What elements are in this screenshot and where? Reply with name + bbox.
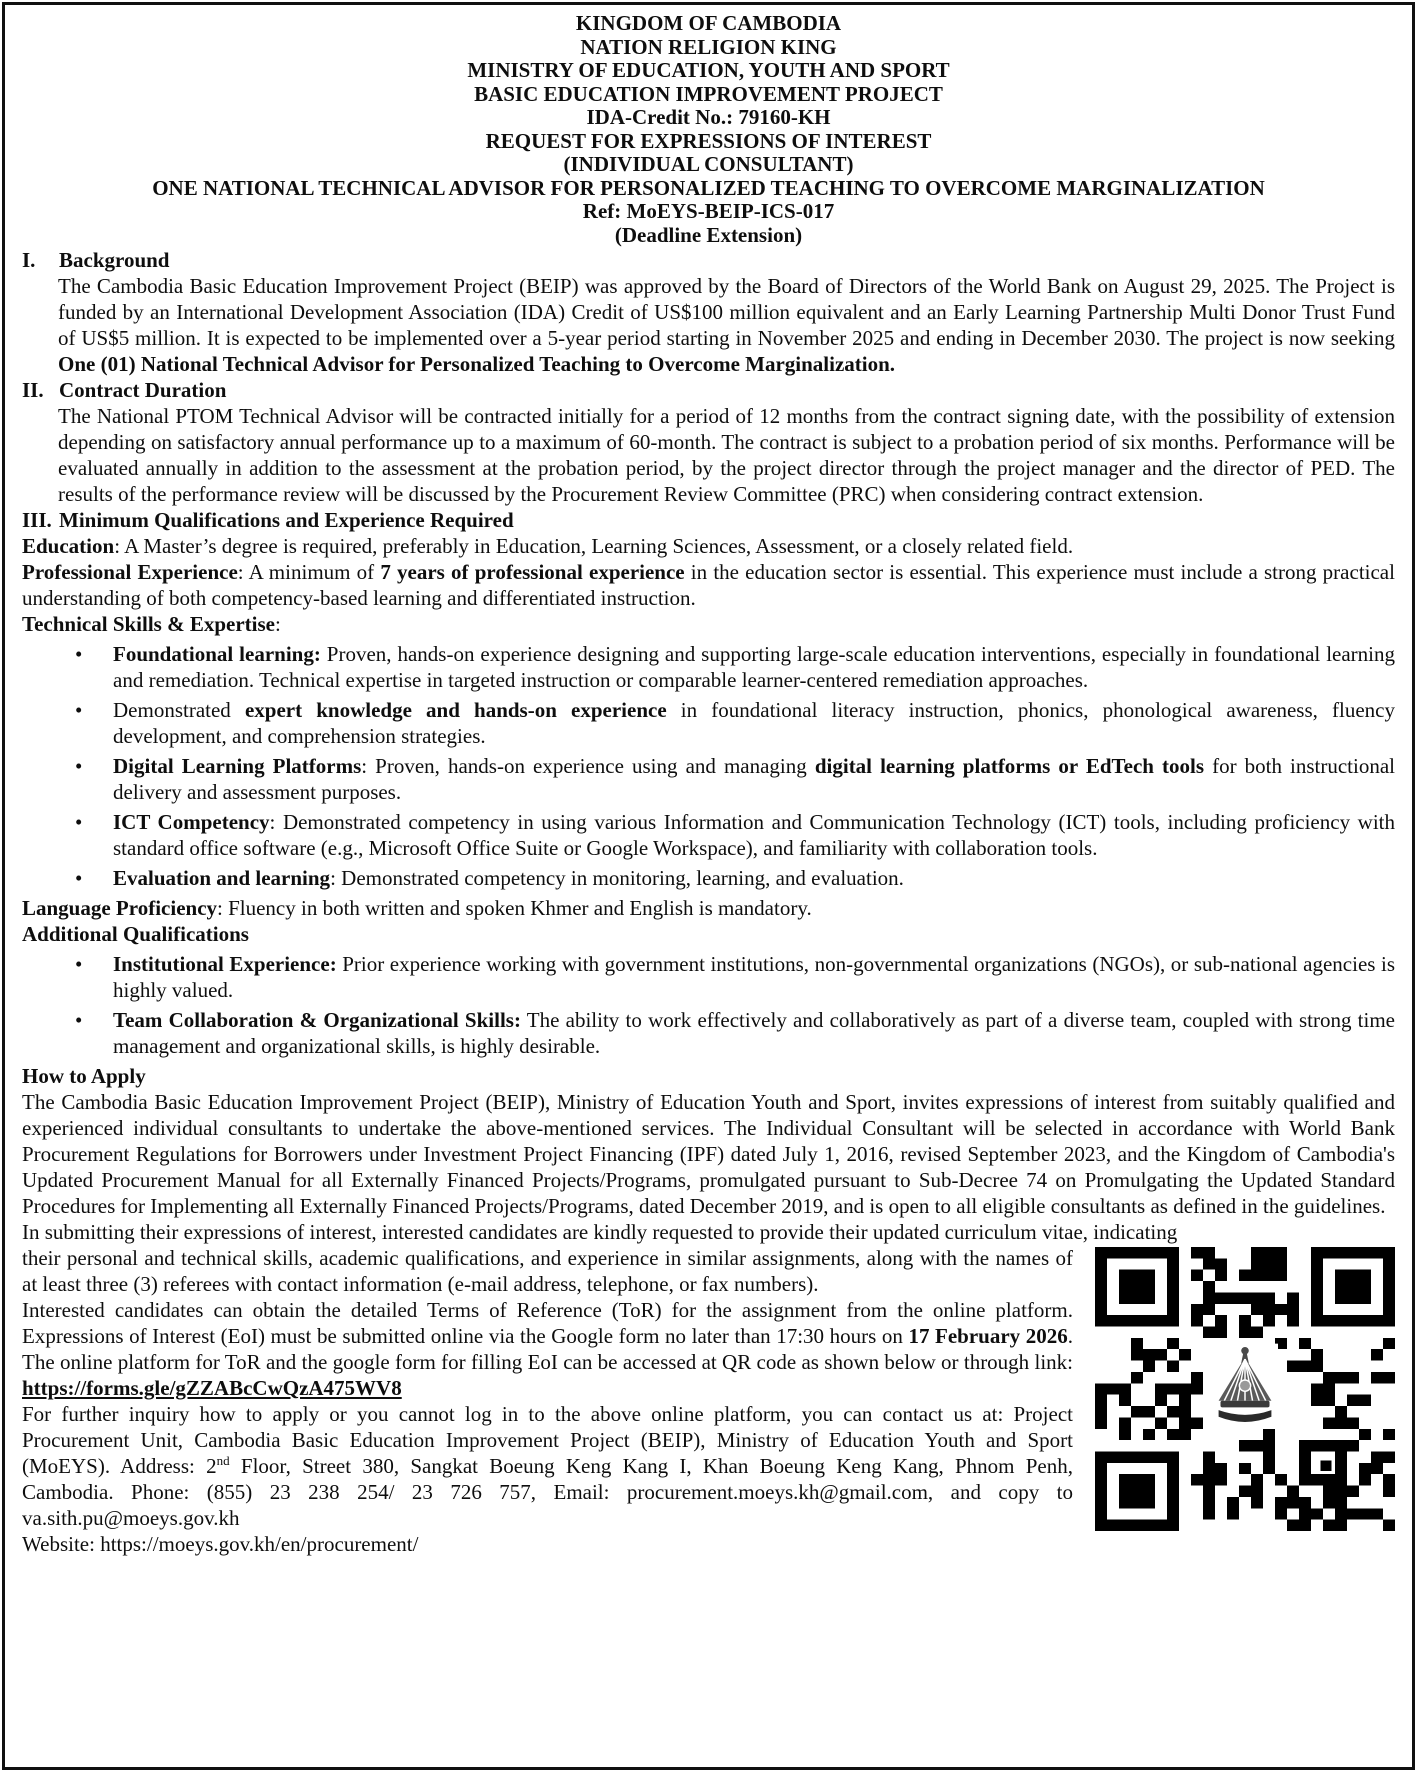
additional-bullet-institutional-experience: • Institutional Experience: Prior experience working with government institutions, non-governmental organizations (NGOs), or sub-national agencies is highly valued. — [22, 951, 1395, 1003]
skill-bullet-digital-platforms: • Digital Learning Platforms: Proven, hands-on experience using and managing digital learning platforms or EdTech tools for both instructional delivery and assessment purposes. — [22, 753, 1395, 805]
motto-line: NATION RELIGION KING — [580, 34, 837, 59]
language-proficiency-line: Language Proficiency: Fluency in both written and spoken Khmer and English is mandatory. — [22, 896, 812, 920]
document-header — [22, 12, 1395, 247]
eoi-form-link[interactable]: https://forms.gle/gZZABcCwQzA475WV8 — [22, 1376, 402, 1400]
ministry-line: MINISTRY OF EDUCATION, YOUTH AND SPORT — [467, 58, 950, 82]
section-title: Contract Duration — [59, 378, 227, 402]
technical-skills-heading: Technical Skills & Expertise: — [22, 612, 281, 636]
apply-paragraph-cv-details: their personal and technical skills, academic qualifications, and experience in similar assignments, along with the names of at least three (3) referees with contact information (e-mail address, telephone, or fax numbers). — [22, 1246, 1073, 1296]
project-line: BASIC EDUCATION IMPROVEMENT PROJECT — [474, 81, 943, 106]
apply-paragraph-deadline: Interested candidates can obtain the detailed Terms of Reference (ToR) for the assignment from the online platform. Expressions of Interest (EoI) must be submitted online via the Google form no later than 17:30 hours on 17 February 2026. The online platform for ToR and the google form for filling EoI can be accessed at QR code as shown below or through link: https://forms.gle/gZZABcCwQzA475WV8 — [22, 1298, 1073, 1400]
section-title: Minimum Qualifications and Experience Required — [59, 508, 514, 532]
deadline-extension-line: (Deadline Extension) — [614, 222, 803, 247]
website-line: Website: https://moeys.gov.kh/en/procurement/ — [22, 1532, 419, 1556]
additional-qualifications-heading: Additional Qualifications — [22, 922, 249, 946]
kingdom-line: KINGDOM OF CAMBODIA — [575, 11, 842, 35]
section-title: Background — [59, 248, 170, 272]
cambodia-coat-of-arms-icon — [1212, 1344, 1278, 1428]
document-page — [2, 2, 1415, 1770]
position-title-line: ONE NATIONAL TECHNICAL ADVISOR FOR PERSONALIZED TEACHING TO OVERCOME MARGINALIZATION — [152, 175, 1265, 200]
experience-line: Professional Experience: A minimum of 7 years of professional experience in the education sector is essential. This experience must include a strong practical understanding of both competency-based learning and differentiated instruction. — [22, 560, 1395, 610]
background-paragraph: The Cambodia Basic Education Improvement Project (BEIP) was approved by the Board of Directors of the World Bank on August 29, 2025. The Project is funded by an International Development Association (IDA) Credit of US$100 million equivalent and an Early Learning Partnership Multi Donor Trust Fund of US$5 million. It is expected to be implemented over a 5-year period starting in November 2025 and ending in December 2030. The project is now seeking One (01) National Technical Advisor for Personalized Teaching to Overcome Marginalization. — [58, 274, 1395, 376]
reference-number-line: Ref: MoEYS-BEIP-ICS-017 — [582, 199, 835, 223]
how-to-apply-heading: How to Apply — [22, 1064, 146, 1088]
skill-bullet-foundational-learning: • Foundational learning: Proven, hands-on experience designing and supporting large-scale education interventions, especially in foundational learning and remediation. Technical expertise in targeted instruction or comparable learner-centered remediation approaches. — [22, 641, 1395, 693]
apply-bottom-block — [22, 1245, 1395, 1557]
additional-qualifications-list — [22, 951, 1395, 1059]
education-line: Education: A Master’s degree is required, preferably in Education, Learning Sciences, Assessment, or a closely related field. — [22, 534, 1074, 558]
section-heading-contract-duration — [22, 377, 1395, 403]
skill-bullet-evaluation-learning: • Evaluation and learning: Demonstrated competency in monitoring, learning, and evaluation. — [22, 865, 1395, 891]
section-heading-qualifications — [22, 507, 1395, 533]
section-number: III. — [22, 508, 52, 532]
contract-duration-paragraph: The National PTOM Technical Advisor will be contracted initially for a period of 12 months from the contract signing date, with the possibility of extension depending on satisfactory annual performance up to a maximum of 60-month. The contract is subject to a probation period of six months. Performance will be evaluated annually in addition to the assessment at the probation period, by the project director through the project manager and the director of PED. The results of the performance review will be discussed by the Procurement Review Committee (PRC) when considering contract extension. — [58, 404, 1395, 506]
additional-bullet-team-collaboration: • Team Collaboration & Organizational Skills: The ability to work effectively and collaboratively as part of a diverse team, coupled with strong time management and organizational skills, is highly desirable. — [22, 1007, 1395, 1059]
credit-number-line: IDA-Credit No.: 79160-KH — [586, 105, 831, 129]
skill-bullet-ict-competency: • ICT Competency: Demonstrated competency in using various Information and Communication Technology (ICT) tools, including proficiency with standard office software (e.g., Microsoft Office Suite or Google Workspace), and familiarity with collaboration tools. — [22, 809, 1395, 861]
section-number: II. — [22, 378, 44, 402]
consultant-type-line: (INDIVIDUAL CONSULTANT) — [563, 152, 854, 176]
section-heading-background — [22, 247, 1395, 273]
apply-paragraph-cv-intro: In submitting their expressions of interest, interested candidates are kindly requested to provide their updated curriculum vitae, indicating — [22, 1220, 1178, 1244]
technical-skills-list — [22, 641, 1395, 891]
apply-paragraph-contact: For further inquiry how to apply or you cannot log in to the above online platform, you can contact us at: Project Procurement Unit, Cambodia Basic Education Improvement Project (BEIP), Ministry of Education Youth and Sport (MoEYS). Address: 2nd Floor, Street 380, Sangkat Boeung Keng Kang I, Khan Boeung Keng Kang, Phnom Penh, Cambodia. Phone: (855) 23 238 254/ 23 726 757, Email: procurement.moeys.kh@gmail.com, and copy to va.sith.pu@moeys.gov.kh — [22, 1402, 1073, 1530]
apply-paragraph-selection: The Cambodia Basic Education Improvement Project (BEIP), Ministry of Education Youth and Sport, invites expressions of interest from suitably qualified and experienced individual consultants to undertake the above-mentioned services. The Individual Consultant will be selected in accordance with World Bank Procurement Regulations for Borrowers under Investment Project Financing (IPF) dated July 1, 2016, revised September 2023, and the Kingdom of Cambodia's Updated Procurement Manual for all Externally Financed Projects/Programs, promulgated pursuant to Sub-Decree 74 on Promulgating the Updated Standard Procedures for Implementing all Externally Financed Projects/Programs, dated December 2019, and is open to all eligible consultants as defined in the guidelines. — [22, 1090, 1395, 1218]
reoi-title-line: REQUEST FOR EXPRESSIONS OF INTEREST — [485, 128, 932, 153]
section-number: I. — [22, 248, 36, 272]
skill-bullet-expert-knowledge: • Demonstrated expert knowledge and hands-on experience in foundational literacy instruction, phonics, phonological awareness, fluency development, and comprehension strategies. — [22, 697, 1395, 749]
qr-code — [1095, 1247, 1395, 1531]
